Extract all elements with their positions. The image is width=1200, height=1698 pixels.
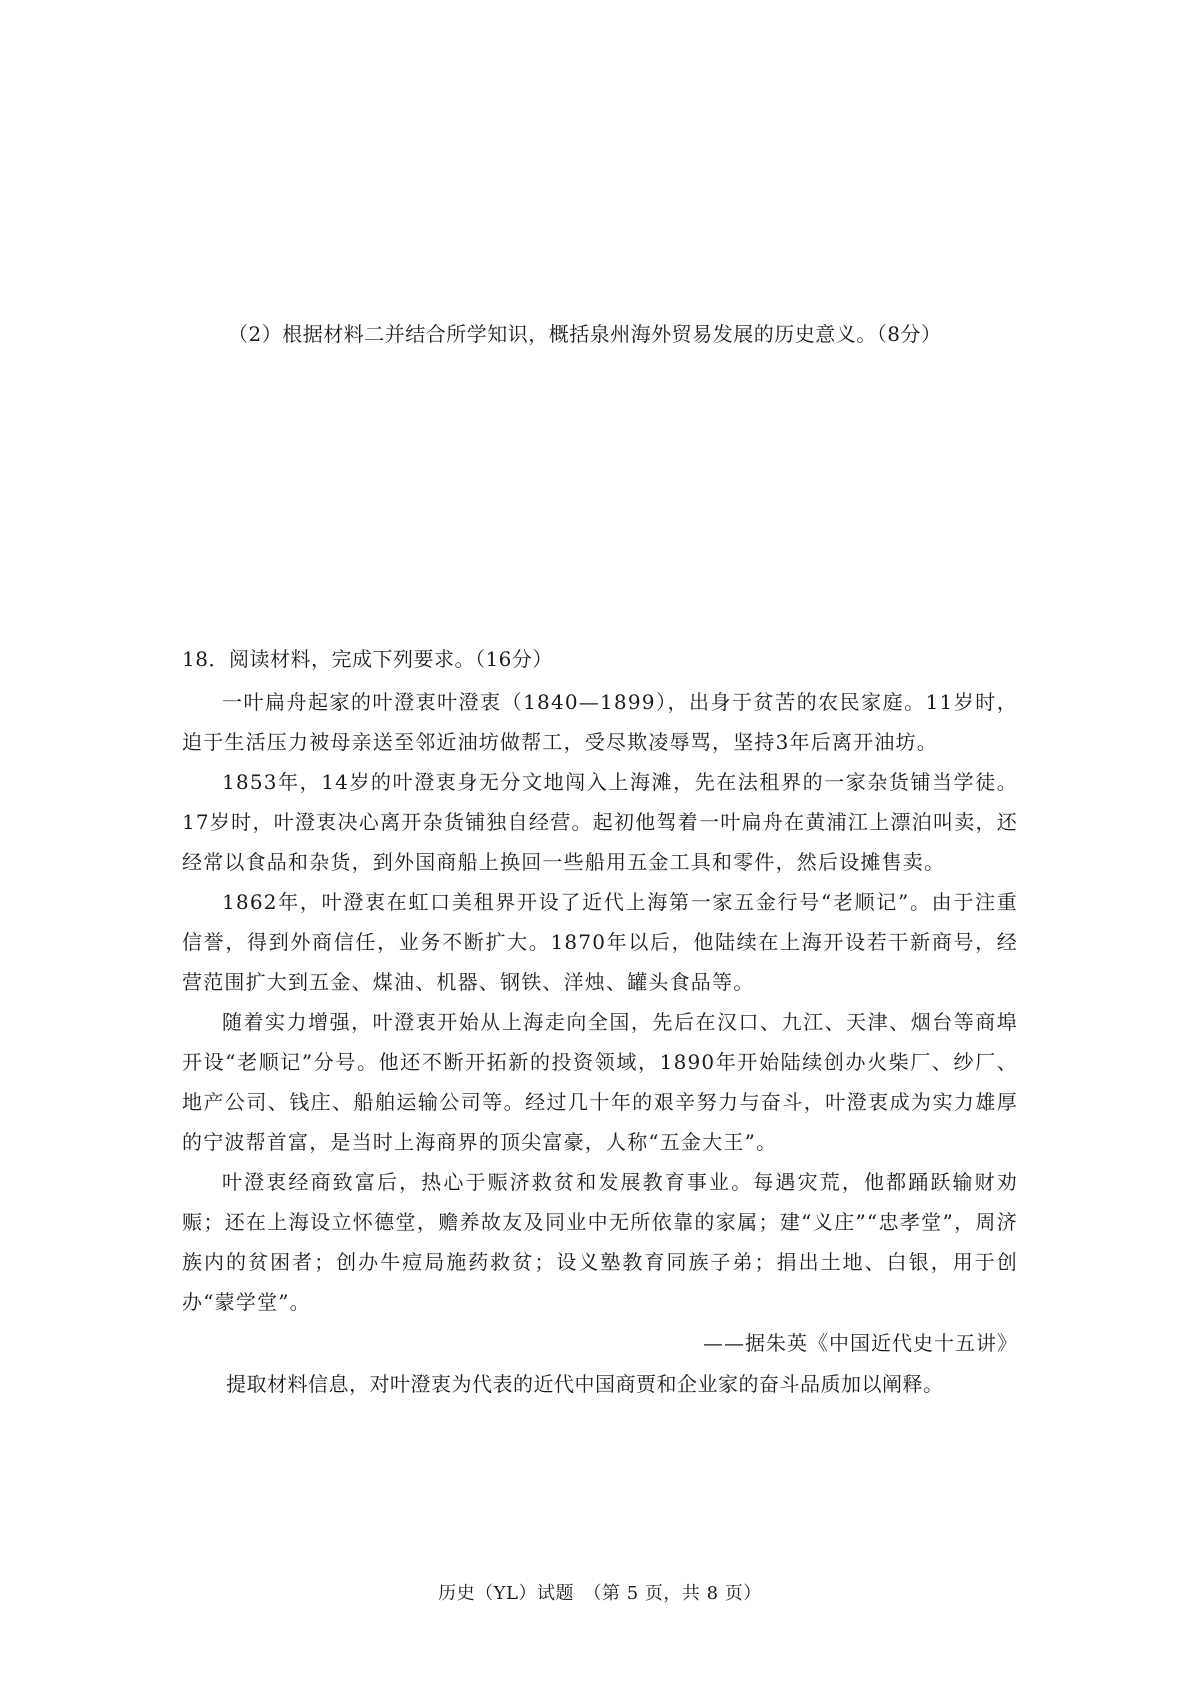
material-paragraph: 1862年，叶澄衷在虹口美租界开设了近代上海第一家五金行号“老顺记”。由于注重信誉，得到外商信任，业务不断扩大。1870年以后，他陆续在上海开设若干新商号，经营范围扩大到五金、煤油、机器、钢铁、洋烛、罐头食品等。: [182, 890, 1018, 994]
material-paragraph: 1853年，14岁的叶澄衷身无分文地闯入上海滩，先在法租界的一家杂货铺当学徒。17岁时，叶澄衷决心离开杂货铺独自经营。起初他驾着一叶扁舟在黄浦江上漂泊叫卖，还经常以食品和杂货，到外国商船上换回一些船用五金工具和零件，然后设摊售卖。: [182, 770, 1018, 874]
question-18-material: [182, 682, 1018, 1322]
material-source: ——据朱英《中国近代史十五讲》: [703, 1331, 1018, 1355]
question-18-title: 18．阅读材料，完成下列要求。（16分）: [182, 647, 553, 671]
material-paragraph: 随着实力增强，叶澄衷开始从上海走向全国，先后在汉口、九江、天津、烟台等商埠开设“老顺记”分号。他还不断开拓新的投资领域，1890年开始陆续创办火柴厂、纱厂、地产公司、钱庄、船舶运输公司等。经过几十年的艰辛努力与奋斗，叶澄衷成为实力雄厚的宁波帮首富，是当时上海商界的顶尖富豪，人称“五金大王”。: [182, 1010, 1018, 1154]
question-2-text: （2）根据材料二并结合所学知识，概括泉州海外贸易发展的历史意义。（8分）: [228, 322, 942, 346]
page-footer: 历史（YL）试题 （第 5 页，共 8 页）: [438, 1583, 762, 1604]
question-18-prompt: 提取材料信息，对叶澄衷为代表的近代中国商贾和企业家的奋斗品质加以阐释。: [226, 1372, 944, 1396]
material-paragraph: 叶澄衷经商致富后，热心于赈济救贫和发展教育事业。每遇灾荒，他都踊跃输财劝赈；还在上海设立怀德堂，赡养故友及同业中无所依靠的家属；建“义庄”“忠孝堂”，周济族内的贫困者；创办牛痘局施药救贫；设义塾教育同族子弟；捐出土地、白银，用于创办“蒙学堂”。: [182, 1170, 1018, 1314]
material-paragraph: 一叶扁舟起家的叶澄衷叶澄衷（1840—1899），出身于贫苦的农民家庭。11岁时，迫于生活压力被母亲送至邻近油坊做帮工，受尽欺凌辱骂，坚持3年后离开油坊。: [182, 690, 1018, 754]
